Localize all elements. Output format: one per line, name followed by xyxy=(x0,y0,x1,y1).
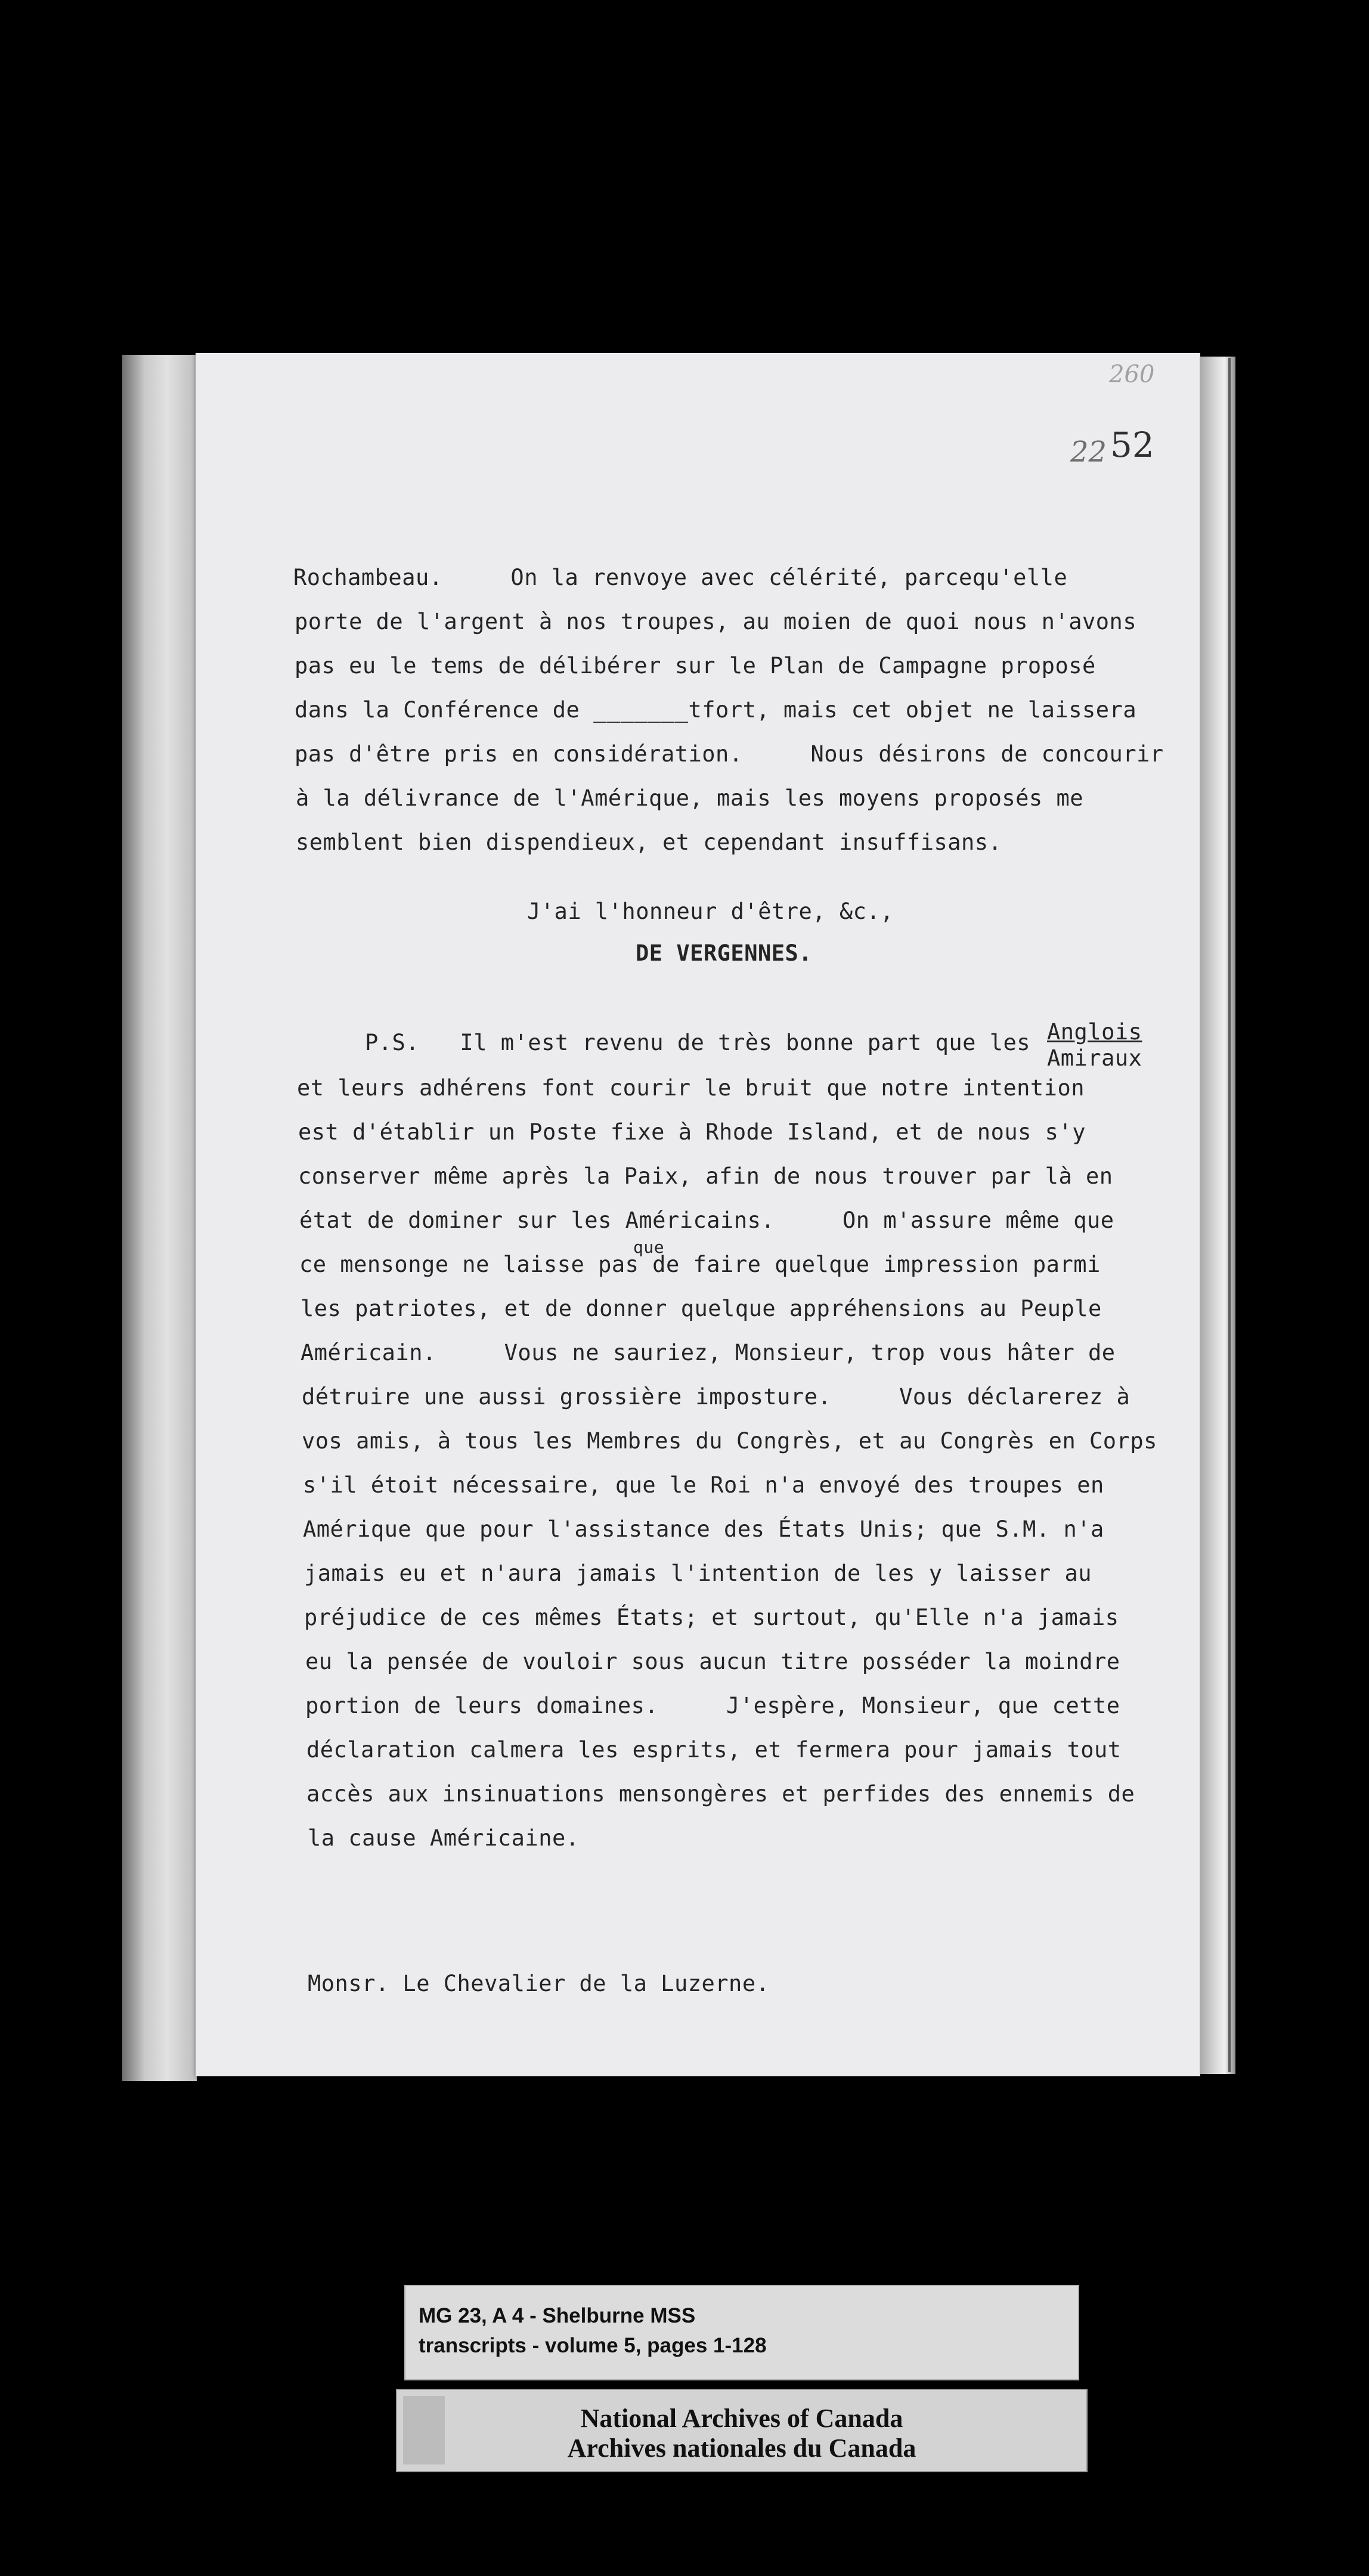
postscript-line: portion de leurs domaines. J'espère, Monsieur, que cette xyxy=(305,1693,1120,1719)
letter-line: Rochambeau. On la renvoye avec célérité, parcequ'elle xyxy=(293,565,1068,590)
letter-line: semblent bien dispendieux, et cependant insuffisans. xyxy=(296,829,1002,855)
folio-page-number: 52 xyxy=(1110,425,1154,465)
interlinear-insert: que xyxy=(633,1237,665,1257)
letter-line: à la délivrance de l'Amérique, mais les moyens proposés me xyxy=(296,785,1084,811)
letter-line: pas eu le tems de délibérer sur le Plan de Campagne proposé xyxy=(295,653,1096,679)
letter-line: dans la Conférence de _______tfort, mais cet objet ne laissera xyxy=(295,697,1137,723)
postscript-line: s'il étoit nécessaire, que le Roi n'a envoyé des troupes en xyxy=(303,1472,1104,1498)
collection-label-line2: transcripts - volume 5, pages 1-128 xyxy=(419,2334,767,2357)
postscript-line: conserver même après la Paix, afin de nous trouver par là en xyxy=(298,1163,1113,1189)
postscript-line: détruire une aussi grossière imposture. Vous déclarerez à xyxy=(302,1384,1130,1410)
folio-top-note: 260 xyxy=(1109,361,1155,388)
collection-label-line1: MG 23, A 4 - Shelburne MSS xyxy=(419,2304,696,2327)
postscript-line: eu la pensée de vouloir sous aucun titre posséder la moindre xyxy=(305,1649,1120,1674)
postscript-line: est d'établir un Poste fixe à Rhode Island, et de nous s'y xyxy=(298,1119,1086,1145)
postscript-line: les patriotes, et de donner quelque appréhensions au Peuple xyxy=(301,1296,1102,1321)
collection-label xyxy=(404,2285,1079,2380)
letter-line: porte de l'argent à nos troupes, au moien de quoi nous n'avons xyxy=(295,609,1137,634)
postscript-line: vos amis, à tous les Membres du Congrès, et au Congrès en Corps xyxy=(302,1428,1157,1454)
letter-signature: DE VERGENNES. xyxy=(636,940,813,966)
postscript-line: jamais eu et n'aura jamais l'intention de les y laisser au xyxy=(304,1561,1092,1586)
postscript-line: P.S. Il m'est revenu de très bonne part que les xyxy=(365,1030,1031,1055)
letter-closing: J'ai l'honneur d'être, &c., xyxy=(527,899,894,924)
postscript-line: Amérique que pour l'assistance des États Unis; que S.M. n'a xyxy=(303,1516,1104,1542)
letter-addressee: Monsr. Le Chevalier de la Luzerne. xyxy=(308,1971,770,1996)
folio-prefix: 22 xyxy=(1070,435,1107,469)
archive-name-fr: Archives nationales du Canada xyxy=(567,2433,916,2463)
postscript-line: état de dominer sur les Américains. On m'assure même que xyxy=(299,1208,1114,1233)
postscript-line: préjudice de ces mêmes États; et surtout, qu'Elle n'a jamais xyxy=(304,1605,1119,1630)
letter-line: pas d'être pris en considération. Nous désirons de concourir xyxy=(295,741,1164,767)
postscript-line: et leurs adhérens font courir le bruit que notre intention xyxy=(297,1075,1085,1101)
archive-name-en: National Archives of Canada xyxy=(580,2404,903,2433)
postscript-word-amiraux: Amiraux xyxy=(1047,1045,1142,1071)
postscript-line: ce mensonge ne laisse pas de faire quelque impression parmi xyxy=(299,1252,1101,1277)
archive-stamp xyxy=(396,2389,1088,2472)
postscript-line: déclaration calmera les esprits, et fermera pour jamais tout xyxy=(306,1737,1122,1763)
postscript-line: Américain. Vous ne sauriez, Monsieur, trop vous hâter de xyxy=(301,1340,1116,1366)
postscript-word-anglois: Anglois xyxy=(1047,1019,1142,1045)
postscript-line: accès aux insinuations mensongères et perfides des ennemis de xyxy=(306,1781,1135,1807)
postscript-line: la cause Américaine. xyxy=(308,1825,580,1851)
